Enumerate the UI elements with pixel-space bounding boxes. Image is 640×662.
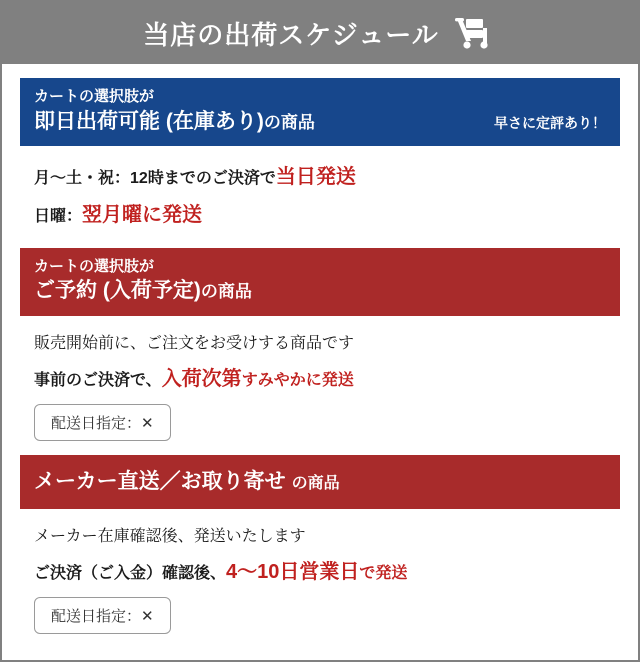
detail-emphasis: 4〜10日営業日 (226, 560, 360, 583)
detail-mid: メーカー在庫確認後、発送いたします (34, 527, 306, 545)
section-in-stock-note: 早さに定評あり！ (494, 114, 606, 131)
detail-line (34, 160, 606, 189)
delivery-date-pill: 配送日指定：✕ (34, 404, 171, 441)
detail-emphasis-small: すみやかに発送 (241, 371, 354, 389)
detail-label: 日曜： (34, 207, 83, 225)
section-maker-direct-banner (20, 455, 620, 509)
detail-emphasis: 翌月曜に発送 (82, 203, 203, 226)
detail-mid: 販売開始前に、ご注文をお受けする商品です (34, 334, 355, 352)
section-in-stock-banner-small: カートの選択肢が (34, 88, 155, 105)
detail-emphasis: 当日発送 (275, 165, 356, 188)
detail-line (34, 198, 606, 227)
section-maker-direct-banner-suffix: の商品 (291, 474, 340, 492)
section-reservation (20, 248, 620, 447)
delivery-truck-icon (453, 17, 497, 49)
section-reservation-banner (20, 248, 620, 316)
section-in-stock-banner (20, 78, 620, 146)
detail-emphasis: 入荷次第 (161, 367, 242, 390)
detail-line (34, 523, 606, 546)
detail-label: 事前のご決済で、 (34, 371, 162, 389)
section-in-stock-details (20, 146, 620, 240)
section-reservation-banner-suffix: の商品 (200, 282, 252, 302)
detail-label: ご決済（ご入金）確認後、 (34, 564, 227, 582)
section-reservation-details (20, 316, 620, 447)
content (2, 64, 638, 640)
section-reservation-banner-small: カートの選択肢が (34, 257, 155, 275)
section-in-stock-banner-suffix: の商品 (263, 112, 315, 132)
section-in-stock-banner-main: 即日出荷可能 (在庫あり) (34, 109, 264, 133)
section-in-stock (20, 78, 620, 240)
detail-mid: 12時までのご決済で (130, 169, 276, 187)
section-reservation-banner-main: ご予約 (入荷予定) (34, 279, 201, 303)
header (2, 2, 638, 64)
section-maker-direct-banner-main: メーカー直送／お取り寄せ (34, 469, 286, 493)
detail-line (34, 362, 606, 391)
page-title: 当店の出荷スケジュール (143, 19, 439, 50)
delivery-date-pill: 配送日指定：✕ (34, 597, 171, 634)
detail-line (34, 330, 606, 353)
detail-emphasis-small: で発送 (359, 564, 408, 582)
detail-line (34, 555, 606, 584)
section-maker-direct (20, 455, 620, 640)
detail-label: 月〜土・祝： (34, 169, 131, 187)
section-maker-direct-details (20, 509, 620, 640)
